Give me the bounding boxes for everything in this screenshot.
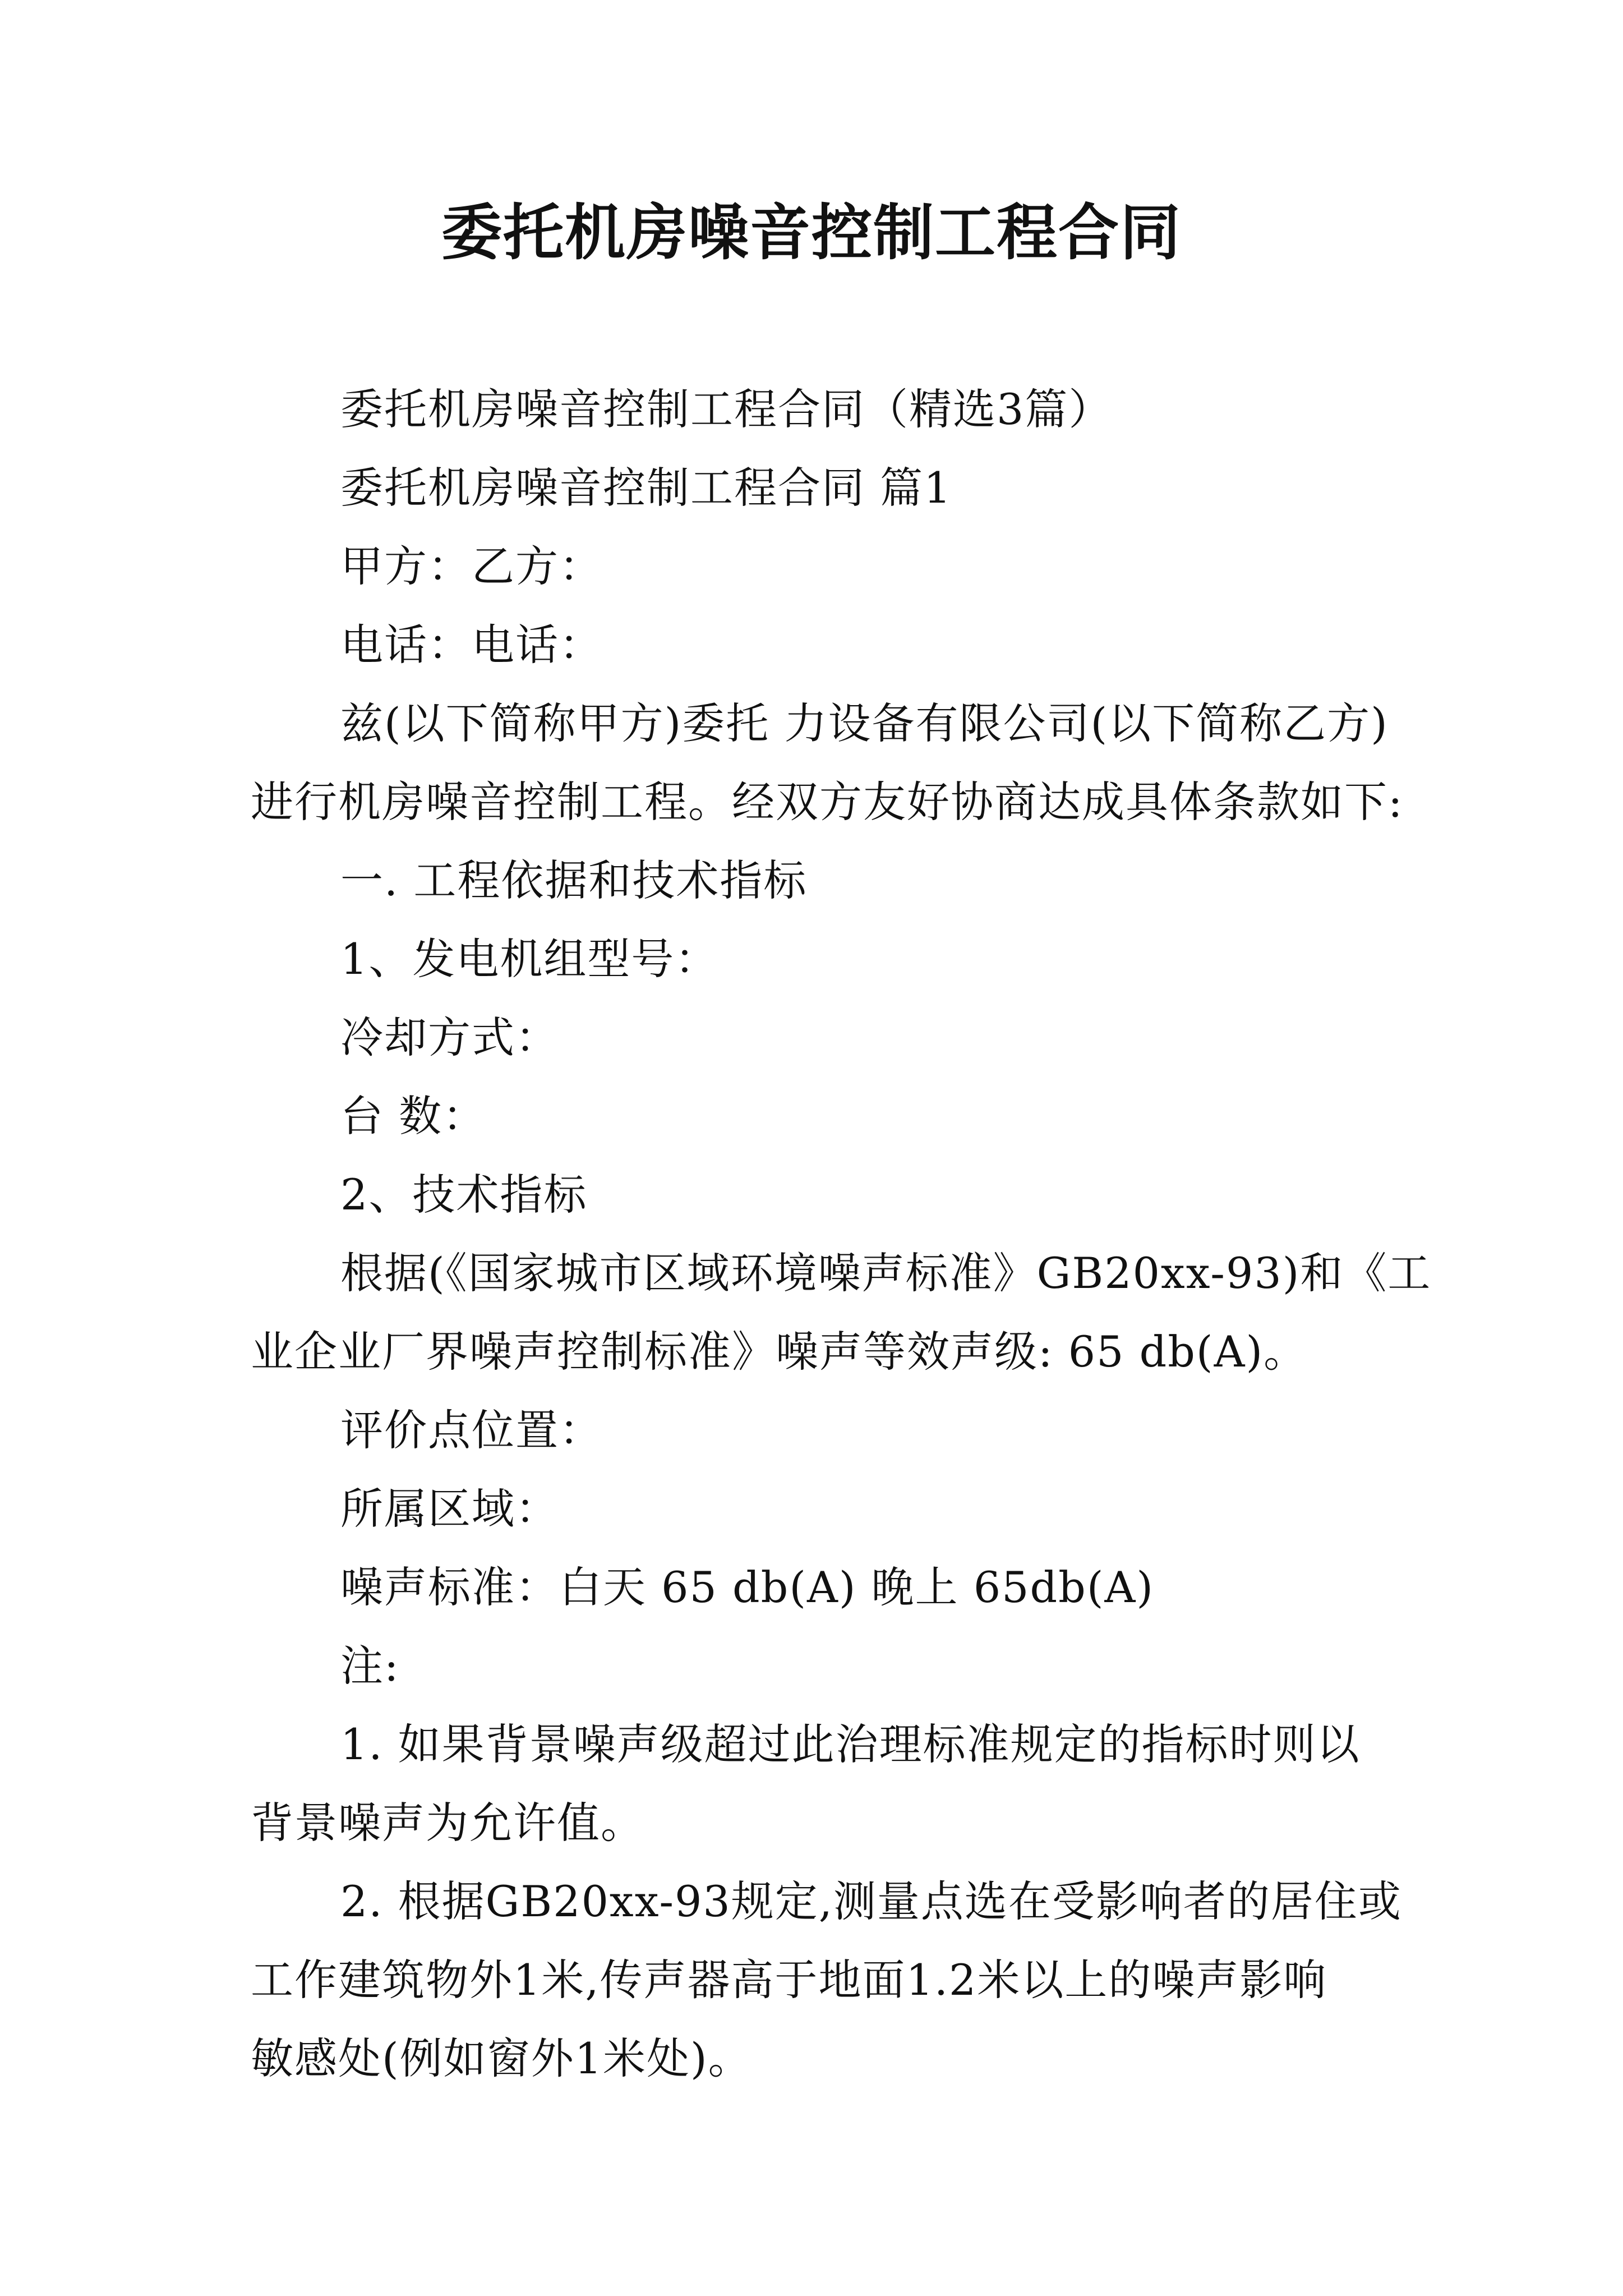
- paragraph-line: 敏感处(例如窗外1米处)。: [251, 2033, 752, 2083]
- paragraph-line: 2. 根据GB20xx-93规定,测量点选在受影响者的居住或: [340, 1876, 1402, 1926]
- paragraph-line: 评价点位置：: [340, 1405, 603, 1455]
- paragraph-line: 兹(以下简称甲方)委托 力设备有限公司(以下简称乙方): [340, 698, 1389, 748]
- document-title: 委托机房噪音控制工程合同: [441, 197, 1182, 268]
- paragraph-line: 1. 如果背景噪声级超过此治理标准规定的指标时则以: [340, 1719, 1361, 1769]
- paragraph-line: 一. 工程依据和技术指标: [340, 855, 808, 905]
- paragraph-line: 台 数：: [340, 1091, 487, 1141]
- paragraph-line: 进行机房噪音控制工程。经双方友好协商达成具体条款如下:: [251, 777, 1404, 827]
- paragraph-line: 背景噪声为允许值。: [251, 1798, 644, 1848]
- paragraph-line: 注:: [340, 1641, 400, 1691]
- paragraph-line: 冷却方式：: [340, 1013, 559, 1062]
- paragraph-line: 甲方：乙方：: [340, 541, 603, 591]
- paragraph-line: 委托机房噪音控制工程合同（精选3篇）: [340, 384, 1113, 434]
- paragraph-line: 噪声标准：白天 65 db(A) 晚上 65db(A): [340, 1562, 1155, 1612]
- paragraph-line: 所属区域：: [340, 1484, 559, 1534]
- paragraph-line: 业企业厂界噪声控制标准》噪声等效声级: 65 db(A)。: [251, 1327, 1308, 1377]
- paragraph-line: 委托机房噪音控制工程合同 篇1: [340, 463, 952, 513]
- paragraph-line: 根据(《国家城市区域环境噪声标准》GB20xx-93)和《工: [340, 1248, 1432, 1298]
- paragraph-line: 工作建筑物外1米,传声器高于地面1.2米以上的噪声影响: [251, 1955, 1327, 2005]
- paragraph-line: 2、技术指标: [340, 1170, 588, 1220]
- document-body: [251, 370, 1432, 2098]
- paragraph-line: 1、发电机组型号：: [340, 934, 719, 984]
- paragraph-line: 电话：电话：: [340, 620, 603, 670]
